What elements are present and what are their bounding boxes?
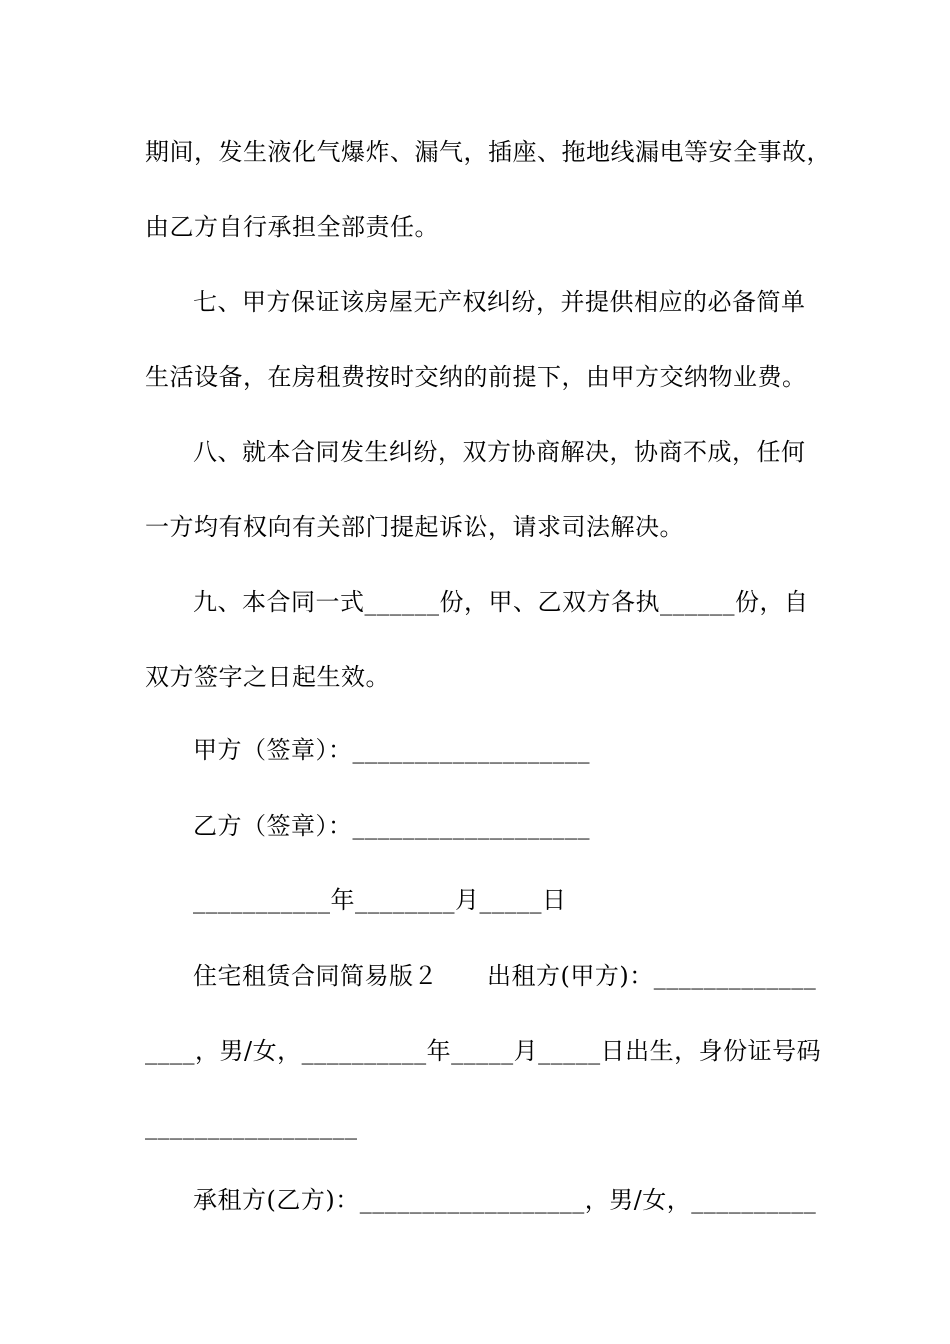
paragraph-line: 一方均有权向有关部门提起诉讼，请求司法解决。 bbox=[145, 513, 684, 541]
date-line: ___________年________月_____日 bbox=[193, 886, 567, 914]
tenant-details-line: 承租方(乙方)：__________________，男/女，__________ bbox=[193, 1186, 817, 1214]
party-a-signature-line: 甲方（签章）：___________________ bbox=[193, 736, 590, 764]
party-b-signature-line: 乙方（签章）：___________________ bbox=[193, 812, 590, 840]
paragraph-line: 由乙方自行承担全部责任。 bbox=[145, 213, 439, 241]
contract-two-heading-line: 住宅租赁合同简易版２ 出租方(甲方)：_____________ bbox=[193, 962, 817, 990]
paragraph-line: 双方签字之日起生效。 bbox=[145, 663, 390, 691]
id-number-blank-line: _________________ bbox=[145, 1112, 358, 1140]
paragraph-line: 生活设备，在房租费按时交纳的前提下，由甲方交纳物业费。 bbox=[145, 363, 807, 391]
paragraph-line: 期间，发生液化气爆炸、漏气，插座、拖地线漏电等安全事故， bbox=[145, 138, 831, 166]
clause-nine-line: 九、本合同一式______份，甲、乙双方各执______份，自 bbox=[193, 588, 809, 616]
landlord-details-line: ____，男/女，__________年_____月_____日出生，身份证号码 bbox=[145, 1037, 822, 1065]
clause-eight-line: 八、就本合同发生纠纷，双方协商解决，协商不成，任何 bbox=[193, 438, 806, 466]
clause-seven-line: 七、甲方保证该房屋无产权纠纷，并提供相应的必备简单 bbox=[193, 288, 806, 316]
